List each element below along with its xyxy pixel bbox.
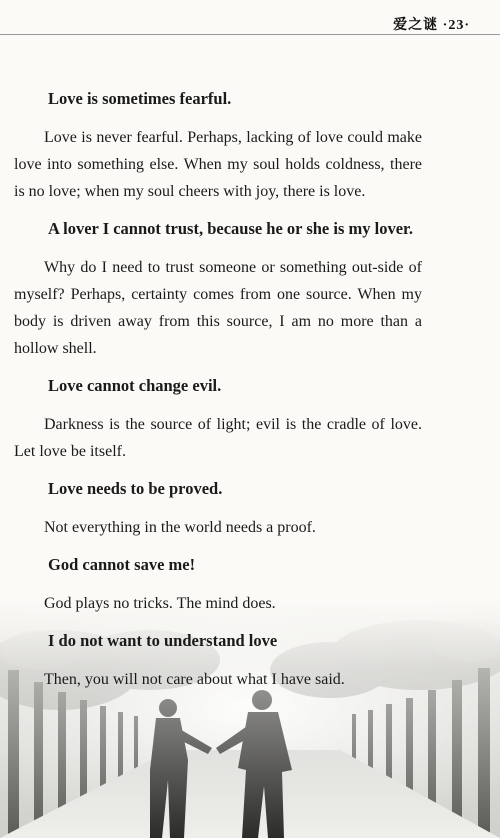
page-body [14, 86, 422, 704]
section-heading: Love is sometimes fearful. [48, 89, 232, 108]
section-body: God plays no tricks. The mind does. [44, 595, 276, 612]
running-head: 爱之谜 ·23· [393, 18, 470, 33]
section-heading: I do not want to understand love [48, 631, 278, 650]
section-heading: A lover I cannot trust, because he or she is my lover. [48, 219, 413, 238]
section-body: Love is never fearful. Perhaps, lacking of love could make love into something else. When my soul holds coldness, there is no love; when my soul cheers with joy, there is love. [14, 129, 422, 200]
section-body: Then, you will not care about what I have said. [44, 671, 345, 688]
section-body: Why do I need to trust someone or something out-side of myself? Perhaps, certainty comes from one source. When my body is driven away from this source, I am no more than a hollow shell. [14, 259, 422, 357]
section-heading: Love cannot change evil. [48, 376, 222, 395]
section-heading: Love needs to be proved. [48, 479, 223, 498]
header-rule [0, 34, 500, 35]
section-body: Darkness is the source of light; evil is the cradle of love. Let love be itself. [14, 416, 422, 460]
section-body: Not everything in the world needs a proof. [44, 519, 316, 536]
section-heading: God cannot save me! [48, 555, 196, 574]
page-header [0, 0, 500, 32]
